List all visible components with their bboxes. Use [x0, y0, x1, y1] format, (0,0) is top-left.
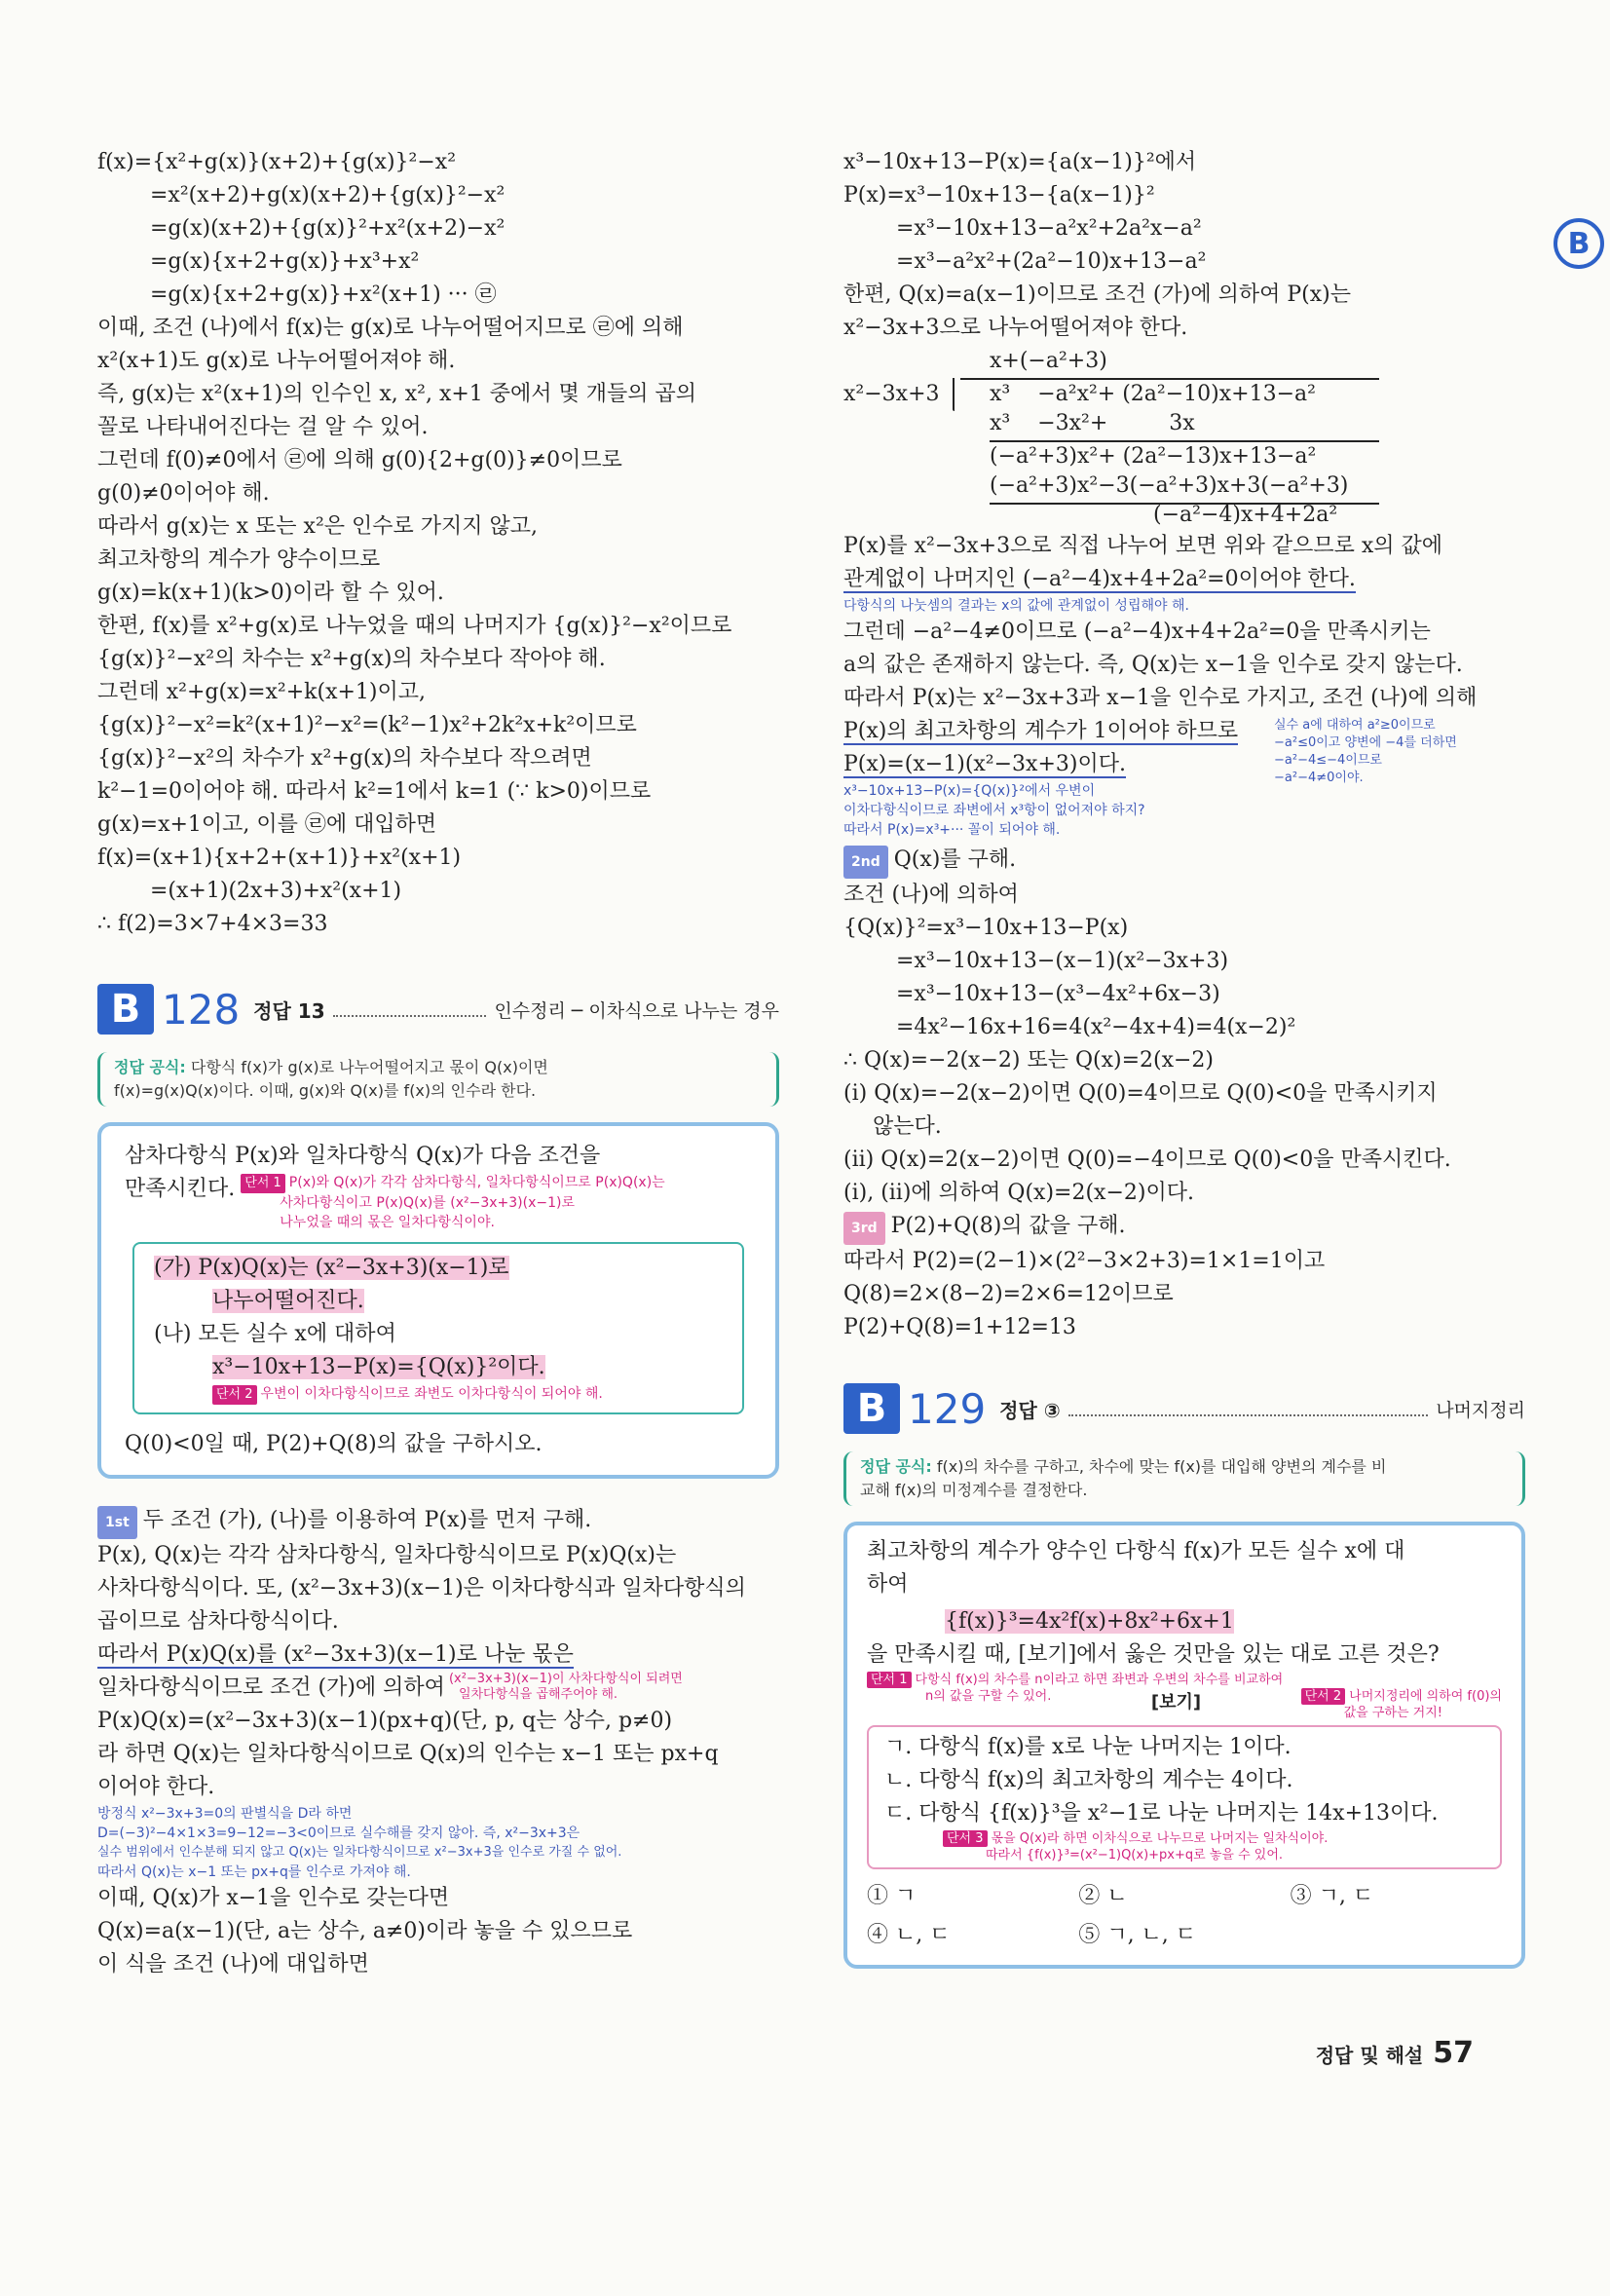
text-line: g(x)=x+1이고, 이를 ㉣에 대입하면	[97, 812, 437, 837]
problem-128-header	[97, 980, 779, 1038]
note-text: (x²−3x+3)(x−1)이 사차다항식이 되려면	[448, 1672, 683, 1686]
dot-leader	[1068, 1401, 1429, 1416]
problem-stem: 하여	[867, 1572, 909, 1597]
condition-box	[132, 1242, 744, 1414]
formula-box	[97, 1052, 779, 1107]
math-line: =g(x){x+2+g(x)}+x³+x²	[150, 249, 420, 274]
page-footer	[1316, 2036, 1474, 2070]
level-badge: B	[843, 1383, 900, 1434]
math-line: =g(x)(x+2)+{g(x)}²+x²(x+2)−x²	[150, 216, 505, 241]
solution-line: =4x²−16x+16=4(x²−4x+4)=4(x−2)²	[896, 1015, 1296, 1039]
clue-text: 나누었을 때의 몫은 일차다항식이야.	[280, 1215, 495, 1230]
text-line: {g(x)}²−x²의 차수가 x²+g(x)의 차수보다 작으려면	[97, 746, 592, 771]
problem-stem: 최고차항의 계수가 양수인 다항식 f(x)가 모든 실수 x에 대	[867, 1539, 1405, 1563]
division-quotient: x+(−a²+3)	[990, 349, 1107, 373]
step-title: 두 조건 (가), (나)를 이용하여 P(x)를 먼저 구해.	[142, 1508, 592, 1532]
choice-2[interactable]: ② ㄴ	[1078, 1884, 1128, 1908]
choice-1[interactable]: ① ㄱ	[867, 1884, 917, 1908]
solution-line: (ⅱ) Q(x)=2(x−2)이면 Q(0)=−4이므로 Q(0)<0을 만족시킨다.	[843, 1148, 1451, 1172]
solution-line: Q(x)=a(x−1)(단, a는 상수, a≠0)이라 놓을 수 있으므로	[97, 1919, 633, 1943]
division-row: x³ −a²x²+ (2a²−10)x+13−a²	[990, 382, 1316, 406]
choice-3[interactable]: ③ ㄱ, ㄷ	[1290, 1884, 1374, 1908]
text-line: 그런데 f(0)≠0에서 ㉣에 의해 g(0){2+g(0)}≠0이므로	[97, 448, 622, 472]
note-text: 따라서 Q(x)는 x−1 또는 px+q를 인수로 가져야 해.	[97, 1864, 411, 1880]
clue-tag: 단서 1	[867, 1672, 912, 1688]
example-item: ㄴ. 다항식 f(x)의 최고차항의 계수는 4이다.	[884, 1768, 1293, 1792]
problem-stem: 삼차다항식 P(x)와 일차다항식 Q(x)가 다음 조건을	[125, 1144, 601, 1168]
formula-text: 다항식 f(x)가 g(x)로 나누어떨어지고 몫이 Q(x)이면	[190, 1058, 548, 1076]
solution-line: {Q(x)}²=x³−10x+13−P(x)	[843, 916, 1129, 940]
topic-label: 나머지정리	[1436, 1399, 1525, 1421]
footer-text: 정답 및 해설	[1315, 2044, 1424, 2067]
solution-line: P(x), Q(x)는 각각 삼차다항식, 일차다항식이므로 P(x)Q(x)는	[97, 1543, 677, 1567]
division-row: x³ −3x²+ 3x	[990, 411, 1195, 435]
formula-text: f(x)의 차수를 구하고, 차수에 맞는 f(x)를 대입해 양변의 계수를 비	[936, 1457, 1387, 1476]
text-line: 꼴로 나타내어진다는 걸 알 수 있어.	[97, 415, 429, 439]
problem-number: 128	[162, 985, 241, 1034]
math-line: ∴ f(2)=3×7+4×3=33	[97, 912, 328, 936]
solution-line: 조건 (나)에 의하여	[843, 883, 1019, 907]
text-line: 따라서 g(x)는 x 또는 x²은 인수로 가지지 않고,	[97, 514, 539, 539]
problem-stem: 을 만족시킬 때, [보기]에서 옳은 것만을 있는 대로 고른 것은?	[867, 1642, 1440, 1667]
division-divisor: x²−3x+3	[843, 382, 940, 406]
step-title: P(2)+Q(8)의 값을 구해.	[890, 1214, 1126, 1238]
section-tab: B	[1554, 218, 1604, 269]
text-line: {g(x)}²−x²의 차수는 x²+g(x)의 차수보다 작아야 해.	[97, 647, 606, 671]
solution-line: P(2)+Q(8)=1+12=13	[843, 1315, 1076, 1339]
problem-equation: {f(x)}³=4x²f(x)+8x²+6x+1	[945, 1609, 1234, 1634]
formula-box	[843, 1451, 1525, 1506]
text-line: 그런데 −a²−4≠0이므로 (−a²−4)x+4+2a²=0을 만족시키는	[843, 620, 1431, 644]
math-line: =x³−a²x²+(2a²−10)x+13−a²	[896, 249, 1207, 274]
math-line: =g(x){x+2+g(x)}+x²(x+1) ··· ㉣	[150, 282, 497, 307]
solution-line: 이어야 한다.	[97, 1775, 215, 1799]
note-text: 실수 a에 대하여 a²≥0이므로	[1274, 718, 1436, 733]
note-text: −a²≤0이고 양변에 −4를 더하면	[1274, 735, 1457, 750]
text-line: P(x)=(x−1)(x²−3x+3)이다.	[843, 752, 1126, 776]
note-group	[1274, 717, 1457, 787]
text-line: a의 값은 존재하지 않는다. 즉, Q(x)는 x−1을 인수로 갖지 않는다.	[843, 653, 1463, 677]
condition-ga: 나누어떨어진다.	[212, 1289, 364, 1313]
text-line: 즉, g(x)는 x²(x+1)의 인수인 x, x², x+1 중에서 몇 개들의 곱의	[97, 382, 697, 406]
text-line: 한편, Q(x)=a(x−1)이므로 조건 (가)에 의하여 P(x)는	[843, 282, 1351, 307]
problem-stem: 만족시킨다.	[125, 1177, 236, 1201]
right-column	[843, 146, 1525, 1969]
step-title: Q(x)를 구해.	[893, 847, 1017, 872]
clue-tag: 단서 1	[241, 1174, 285, 1193]
clue-text: 다항식 f(x)의 차수를 n이라고 하면 좌변과 우변의 차수를 비교하여	[915, 1673, 1284, 1687]
clue-text: 값을 구하는 거지!	[1343, 1706, 1442, 1720]
text-line: 관계없이 나머지인 (−a²−4)x+4+2a²=0이어야 한다.	[843, 567, 1356, 591]
solution-line: 따라서 P(x)Q(x)를 (x²−3x+3)(x−1)로 나눈 몫은	[97, 1642, 574, 1667]
clue-text: 따라서 {f(x)}³=(x²−1)Q(x)+px+q로 놓을 수 있어.	[986, 1848, 1284, 1863]
clue-text: 나머지정리에 의하여 f(0)의	[1349, 1689, 1502, 1704]
text-line: P(x)를 x²−3x+3으로 직접 나누어 보면 위와 같으므로 x의 값에	[843, 534, 1443, 558]
example-item: ㄱ. 다항식 f(x)를 x로 나눈 나머지는 1이다.	[884, 1735, 1292, 1759]
note-text: 이차다항식이므로 좌변에서 x³항이 없어져야 하지?	[843, 803, 1145, 818]
note-text: x³−10x+13−P(x)={Q(x)}²에서 우변이	[843, 783, 1096, 799]
text-line: 최고차항의 계수가 양수이므로	[97, 547, 381, 572]
problem-box	[843, 1522, 1525, 1969]
clue-text: n의 값을 구할 수 있어.	[925, 1689, 1052, 1704]
solution-line: 않는다.	[873, 1114, 942, 1139]
condition-na: (나) 모든 실수 x에 대하여	[154, 1322, 396, 1346]
note-text: D=(−3)²−4×1×3=9−12=−3<0이므로 실수해를 갖지 않아. 즉, x²−3x+3은	[97, 1826, 580, 1841]
division-row: (−a²+3)x²−3(−a²+3)x+3(−a²+3)	[990, 473, 1349, 498]
condition-ga: (가) P(x)Q(x)는 (x²−3x+3)(x−1)로	[154, 1256, 509, 1280]
problem-number: 129	[908, 1384, 987, 1433]
clue-text: 사차다항식이고 P(x)Q(x)를 (x²−3x+3)(x−1)로	[280, 1195, 575, 1211]
text-line: 그런데 x²+g(x)=x²+k(x+1)이고,	[97, 680, 426, 704]
note-text: 실수 범위에서 인수분해 되지 않고 Q(x)는 일차다항식이므로 x²−3x+3을 인수로 가질 수 없어.	[97, 1845, 622, 1860]
formula-text: 교해 f(x)의 미정계수를 결정한다.	[860, 1481, 1088, 1499]
dot-leader	[333, 1001, 487, 1017]
clue-tag: 단서 2	[1301, 1688, 1346, 1705]
solution-line: Q(8)=2×(8−2)=2×6=12이므로	[843, 1282, 1174, 1306]
choice-5[interactable]: ⑤ ㄱ, ㄴ, ㄷ	[1078, 1923, 1197, 1947]
math-line: =x²(x+2)+g(x)(x+2)+{g(x)}²−x²	[150, 183, 505, 207]
text-line: g(x)=k(x+1)(k>0)이라 할 수 있어.	[97, 581, 444, 605]
text-line: x²(x+1)도 g(x)로 나누어떨어져야 해.	[97, 349, 456, 373]
note-text: 다항식의 나눗셈의 결과는 x의 값에 관계없이 성립해야 해.	[843, 598, 1189, 614]
note-text: 일차다항식을 곱해주어야 해.	[458, 1687, 618, 1702]
division-row: (−a²+3)x²+ (2a²−13)x+13−a²	[990, 444, 1317, 469]
solution-line: (ⅰ) Q(x)=−2(x−2)이면 Q(0)=4이므로 Q(0)<0을 만족시키지	[843, 1081, 1438, 1106]
clue-text: P(x)와 Q(x)가 각각 삼차다항식, 일차다항식이므로 P(x)Q(x)는	[288, 1175, 665, 1190]
text-line: x²−3x+3으로 나누어떨어져야 한다.	[843, 316, 1188, 340]
note-text: 방정식 x²−3x+3=0의 판별식을 D라 하면	[97, 1806, 353, 1822]
solution-line: =x³−10x+13−(x³−4x²+6x−3)	[896, 982, 1220, 1006]
box-title: [보기]	[1150, 1692, 1202, 1713]
formula-label: 정답 공식:	[114, 1058, 186, 1076]
math-line: P(x)=x³−10x+13−{a(x−1)}²	[843, 183, 1155, 207]
answer-choices	[867, 1877, 1502, 1955]
example-box	[867, 1725, 1502, 1869]
problem-129-header	[843, 1379, 1525, 1438]
division-remainder: (−a²−4)x+4+2a²	[1153, 503, 1338, 527]
math-line: =x³−10x+13−a²x²+2a²x−a²	[896, 216, 1202, 241]
clue-tag: 단서 2	[212, 1385, 257, 1405]
solution-line: P(x)Q(x)=(x²−3x+3)(x−1)(px+q)(단, p, q는 상수, p≠0)	[97, 1709, 673, 1733]
step-tag: 1st	[97, 1506, 137, 1539]
problem-question: Q(0)<0일 때, P(2)+Q(8)의 값을 구하시오.	[125, 1432, 543, 1456]
condition-na: x³−10x+13−P(x)={Q(x)}²이다.	[212, 1355, 545, 1379]
text-line: {g(x)}²−x²=k²(x+1)²−x²=(k²−1)x²+2k²x+k²이므로	[97, 713, 637, 737]
formula-text: f(x)=g(x)Q(x)이다. 이때, g(x)와 Q(x)를 f(x)의 인수라 한다.	[114, 1081, 537, 1100]
math-line: =(x+1)(2x+3)+x²(x+1)	[150, 879, 402, 903]
step-tag: 2nd	[843, 846, 888, 879]
solution-line: =x³−10x+13−(x−1)(x²−3x+3)	[896, 949, 1229, 973]
note-text: −a²−4≤−4이므로	[1274, 753, 1382, 768]
level-badge: B	[97, 984, 154, 1035]
solution-line: ∴ Q(x)=−2(x−2) 또는 Q(x)=2(x−2)	[843, 1048, 1215, 1073]
math-line: f(x)=(x+1){x+2+(x+1)}+x²(x+1)	[97, 846, 462, 870]
page-number: 57	[1433, 2036, 1474, 2070]
text-line: 따라서 P(x)는 x²−3x+3과 x−1을 인수로 가지고, 조건 (나)에 의해	[843, 686, 1478, 710]
step-tag: 3rd	[843, 1212, 885, 1245]
answer-label: 정답 13	[253, 998, 325, 1023]
solution-line: 곱이므로 삼차다항식이다.	[97, 1609, 339, 1634]
note-text: −a²−4≠0이야.	[1274, 771, 1364, 785]
formula-label: 정답 공식:	[860, 1457, 932, 1476]
clue-tag: 단서 3	[943, 1830, 988, 1847]
text-line: 한편, f(x)를 x²+g(x)로 나누었을 때의 나머지가 {g(x)}²−x²이므로	[97, 614, 732, 638]
long-division	[843, 345, 1525, 530]
math-line: x³−10x+13−P(x)={a(x−1)}²에서	[843, 150, 1197, 174]
text-line: g(0)≠0이어야 해.	[97, 481, 270, 506]
text-line: k²−1=0이어야 해. 따라서 k²=1에서 k=1 (∵ k>0)이므로	[97, 779, 652, 804]
solution-line: (ⅰ), (ⅱ)에 의하여 Q(x)=2(x−2)이다.	[843, 1181, 1194, 1205]
solution-line: 일차다항식이므로 조건 (가)에 의하여	[97, 1675, 445, 1700]
solution-line: 이 식을 조건 (나)에 대입하면	[97, 1952, 369, 1976]
solution-line: 라 하면 Q(x)는 일차다항식이므로 Q(x)의 인수는 x−1 또는 px+q	[97, 1742, 719, 1766]
math-line: f(x)={x²+g(x)}(x+2)+{g(x)}²−x²	[97, 150, 457, 174]
note-text: 따라서 P(x)=x³+··· 꼴이 되어야 해.	[843, 822, 1061, 838]
solution-line: 따라서 P(2)=(2−1)×(2²−3×2+3)=1×1=1이고	[843, 1249, 1326, 1273]
solution-line: 사차다항식이다. 또, (x²−3x+3)(x−1)은 이차다항식과 일차다항식의	[97, 1576, 746, 1600]
problem-box	[97, 1122, 779, 1479]
example-item: ㄷ. 다항식 {f(x)}³을 x²−1로 나눈 나머지는 14x+13이다.	[884, 1801, 1439, 1826]
left-column	[97, 146, 779, 1981]
choice-4[interactable]: ④ ㄴ, ㄷ	[867, 1923, 951, 1947]
solution-line: 이때, Q(x)가 x−1을 인수로 갖는다면	[97, 1886, 450, 1910]
text-line: P(x)의 최고차항의 계수가 1이어야 하므로	[843, 719, 1239, 743]
clue-text: 우변이 이차다항식이므로 좌변도 이차다항식이 되어야 해.	[260, 1386, 603, 1402]
clue-text: 몫을 Q(x)라 하면 이차식으로 나누므로 나머지는 일차식이야.	[991, 1831, 1329, 1846]
topic-label: 인수정리 ─ 이차식으로 나누는 경우	[494, 999, 779, 1022]
text-line: 이때, 조건 (나)에서 f(x)는 g(x)로 나누어떨어지므로 ㉣에 의해	[97, 316, 684, 340]
answer-label: 정답 ③	[999, 1398, 1061, 1422]
